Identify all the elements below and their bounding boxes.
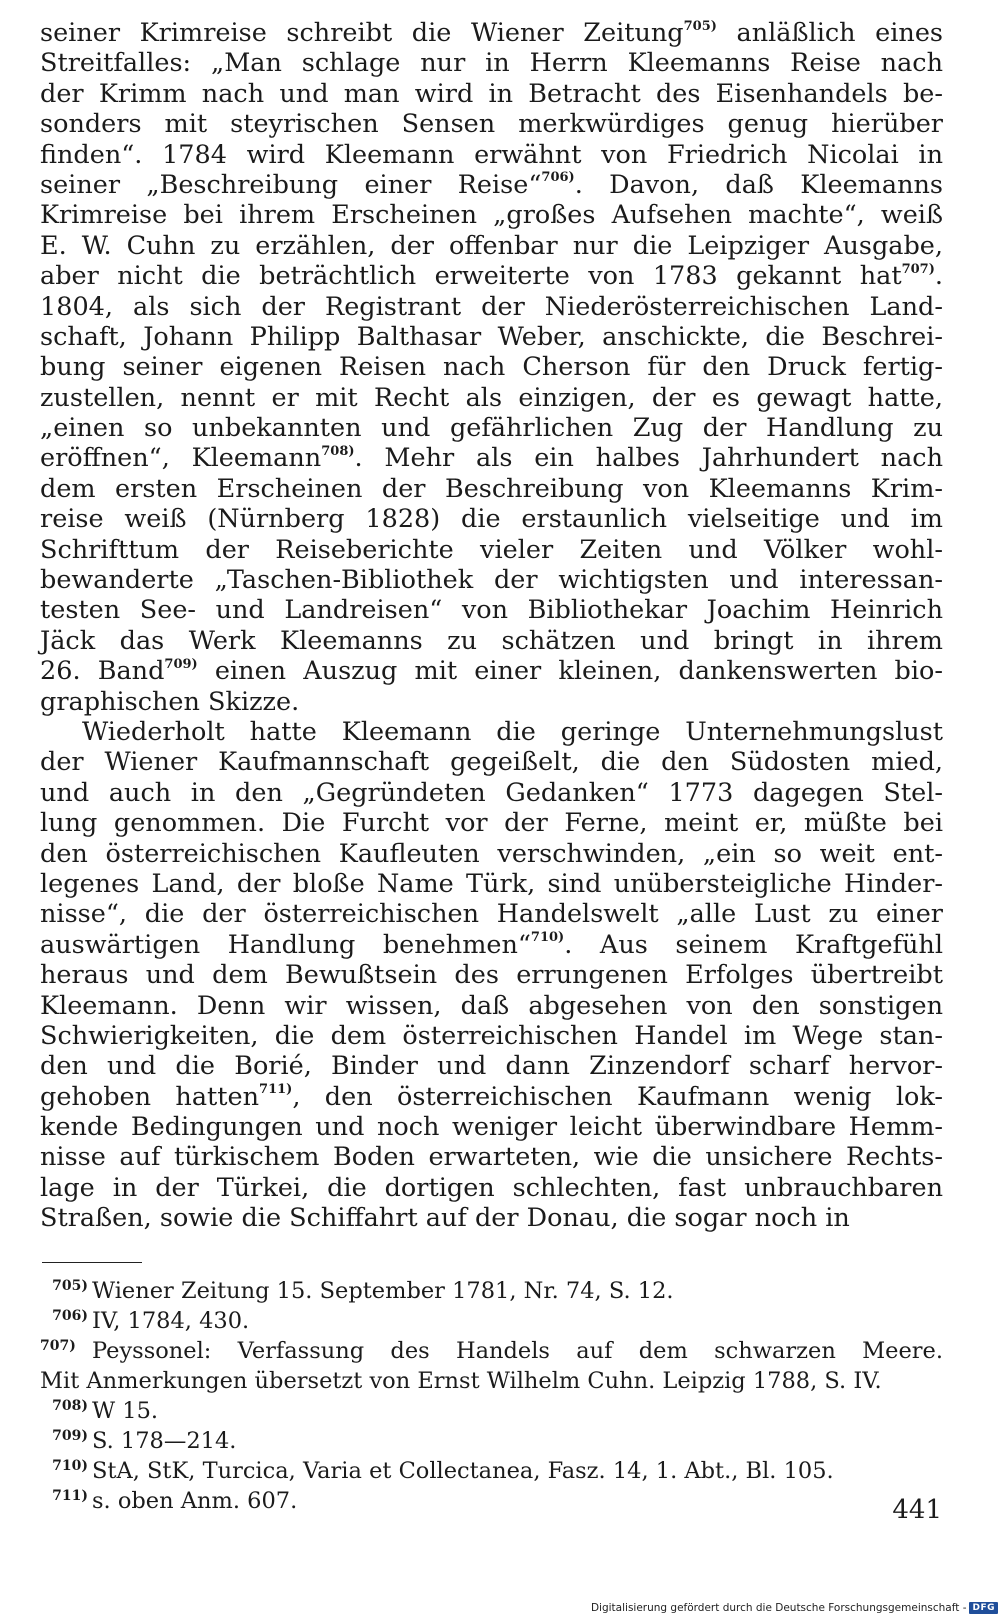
footnote-reference: 706)	[541, 170, 575, 186]
footnote-text: W 15.	[92, 1398, 159, 1424]
text-segment: legenes Land, der bloße Name Türk, sind unübersteigliche Hinder-	[40, 868, 943, 899]
text-segment: kende Bedingungen und noch weniger leicht überwindbare Hemm-	[40, 1112, 943, 1143]
credit-text: Digitalisierung gefördert durch die Deutsche Forschungsgemeinschaft -	[590, 1602, 967, 1614]
text-segment: nisse auf türkischem Boden erwarteten, wie die unsichere Rechts-	[40, 1142, 943, 1173]
text-segment: Kleemann. Denn wir wissen, daß abgesehen von den sonstigen	[40, 990, 943, 1021]
text-line	[40, 413, 943, 443]
text-segment: schaft, Johann Philipp Balthasar Weber, anschickte, die Beschrei-	[40, 321, 943, 352]
footnote-reference: 710)	[530, 930, 565, 946]
text-segment: bung seiner eigenen Reisen nach Cherson für den Druck fertig-	[40, 352, 943, 383]
text-line	[40, 48, 943, 78]
text-line	[40, 1082, 943, 1112]
text-line	[40, 474, 943, 504]
footnote: 705) Wiener Zeitung 15. September 1781, Nr. 74, S. 12.	[52, 1277, 674, 1304]
text-line	[40, 899, 943, 929]
text-segment: heraus und dem Bewußtsein des errungenen Erfolges übertreibt	[40, 960, 943, 991]
text-line	[40, 687, 943, 717]
footnote-reference: 711)	[259, 1082, 293, 1098]
text-line	[40, 535, 943, 565]
text-segment: lage in der Türkei, die dortigen schlechten, fast unbrauchbaren	[40, 1172, 943, 1203]
text-segment: anläßlich eines	[716, 18, 943, 48]
footnote-reference: 707)	[901, 261, 935, 277]
text-segment: . Davon, daß Kleemanns	[574, 169, 943, 200]
text-segment: der Krimm nach und man wird in Betracht des Eisenhandels be-	[40, 78, 943, 109]
text-segment: Jäck das Werk Kleemanns zu schätzen und bringt in ihrem	[40, 625, 943, 656]
text-segment: . Aus seinem Kraftgefühl	[564, 929, 943, 960]
text-segment: lung genommen. Die Furcht vor der Ferne, meint er, müßte bei	[40, 808, 943, 839]
text-line	[40, 747, 943, 777]
text-segment: Straßen, sowie die Schiffahrt auf der Donau, die sogar noch in	[40, 1203, 850, 1234]
footnote: 708) W 15.	[52, 1397, 159, 1424]
text-segment: , den österreichischen Kaufmann wenig lok-	[292, 1081, 943, 1112]
text-line	[40, 930, 943, 960]
page-number: 441	[892, 1495, 942, 1525]
text-line	[40, 170, 943, 200]
footnote-text: IV, 1784, 430.	[92, 1308, 250, 1334]
text-line	[40, 383, 943, 413]
footnote-text: StA, StK, Turcica, Varia et Collectanea, Fasz. 14, 1. Abt., Bl. 105.	[92, 1458, 834, 1484]
footnote-text: s. oben Anm. 607.	[92, 1488, 298, 1514]
text-line	[40, 869, 943, 899]
text-segment: E. W. Cuhn zu erzählen, der offenbar nur die Leipziger Ausgabe,	[40, 230, 943, 261]
footnote	[40, 1366, 943, 1396]
text-line	[40, 656, 943, 686]
text-segment: Schrifttum der Reiseberichte vieler Zeiten und Völker wohl-	[40, 534, 943, 565]
text-line	[40, 626, 943, 656]
text-line	[40, 322, 943, 352]
text-segment: seiner „Beschreibung einer Reise“	[40, 169, 542, 200]
text-line	[40, 1203, 943, 1233]
text-line	[40, 261, 943, 291]
text-segment: gehoben hatten	[40, 1081, 260, 1112]
text-segment: finden“. 1784 wird Kleemann erwähnt von Friedrich Nicolai in	[40, 139, 943, 170]
text-segment: Schwierigkeiten, die dem österreichischen Handel im Wege stan-	[40, 1020, 943, 1051]
footnote: 706) IV, 1784, 430.	[52, 1307, 250, 1334]
digitization-credit	[591, 1602, 998, 1614]
text-line	[40, 717, 943, 747]
footnote: 711) s. oben Anm. 607.	[52, 1487, 298, 1514]
text-line	[40, 991, 943, 1021]
text-segment: . Mehr als ein halbes Jahrhundert nach	[354, 443, 943, 474]
text-line	[40, 1021, 943, 1051]
text-line	[40, 778, 943, 808]
footnote-separator	[42, 1262, 142, 1263]
footnotes	[40, 1276, 943, 1516]
text-line	[40, 79, 943, 109]
text-segment: dem ersten Erscheinen der Beschreibung von Kleemanns Krim-	[40, 473, 943, 504]
text-segment: zustellen, nennt er mit Recht als einzigen, der es gewagt hatte,	[40, 382, 943, 413]
text-segment: 1804, als sich der Registrant der Niederösterreichischen Land-	[40, 291, 943, 322]
text-line	[40, 231, 943, 261]
text-line	[40, 595, 943, 625]
text-line	[40, 960, 943, 990]
text-segment: den und die Borié, Binder und dann Zinzendorf scharf hervor-	[40, 1051, 943, 1082]
text-segment: 26. Band	[40, 656, 165, 687]
text-line	[40, 1173, 943, 1203]
text-segment: eröffnen“, Kleemann	[40, 443, 322, 474]
text-segment: bewanderte „Taschen-Bibliothek der wichtigsten und interessan-	[40, 565, 943, 596]
text-segment: aber nicht die beträchtlich erweiterte von 1783 gekannt hat	[40, 261, 902, 292]
text-line	[40, 808, 943, 838]
footnote-text: Peyssonel: Verfassung des Handels auf dem schwarzen Meere.	[92, 1338, 943, 1364]
text-line	[40, 352, 943, 382]
text-line	[40, 1112, 943, 1142]
text-segment: auswärtigen Handlung benehmen“	[40, 929, 531, 960]
footnote-text: S. 178—214.	[92, 1428, 237, 1454]
text-line	[40, 1051, 943, 1081]
text-segment: der Wiener Kaufmannschaft gegeißelt, die den Südosten mied,	[40, 747, 943, 778]
text-segment: Krimreise bei ihrem Erscheinen „großes Aufsehen machte“, weiß	[40, 200, 943, 231]
text-segment: graphischen Skizze.	[40, 686, 300, 717]
footnote: 709) S. 178—214.	[52, 1427, 237, 1454]
text-segment: testen See- und Landreisen“ von Bibliothekar Joachim Heinrich	[40, 595, 943, 626]
footnote-text: Mit Anmerkungen übersetzt von Ernst Wilhelm Cuhn. Leipzig 1788, S. IV.	[40, 1368, 882, 1394]
text-segment: sonders mit steyrischen Sensen merkwürdiges genug hierüber	[40, 109, 943, 140]
footnote: 707) Peyssonel: Verfassung des Handels auf dem schwarzen Meere.	[40, 1337, 943, 1364]
text-line	[40, 18, 943, 48]
footnote-reference: 709)	[164, 656, 198, 672]
text-line	[40, 109, 943, 139]
dfg-logo: DFG	[969, 1602, 998, 1614]
text-line	[40, 565, 943, 595]
footnote-reference: 705)	[683, 18, 717, 34]
text-line	[40, 200, 943, 230]
text-line	[40, 839, 943, 869]
text-segment: den österreichischen Kaufleuten verschwinden, „ein so weit ent-	[40, 838, 943, 869]
footnote-text: Wiener Zeitung 15. September 1781, Nr. 74, S. 12.	[92, 1278, 674, 1304]
text-segment: einen Auszug mit einer kleinen, dankenswerten bio-	[197, 656, 943, 687]
text-segment: Streitfalles: „Man schlage nur in Herrn Kleemanns Reise nach	[40, 48, 943, 79]
text-segment: Wiederholt hatte Kleemann die geringe Unternehmungslust	[82, 716, 943, 747]
text-segment: „einen so unbekannten und gefährlichen Zug der Handlung zu	[40, 413, 943, 444]
text-segment: reise weiß (Nürnberg 1828) die erstaunlich vielseitige und im	[40, 504, 943, 535]
text-segment: seiner Krimreise schreibt die Wiener Zeitung	[40, 18, 684, 48]
text-line	[40, 504, 943, 534]
text-line	[40, 292, 943, 322]
body-text	[40, 18, 943, 1234]
footnote-reference: 708)	[321, 443, 355, 459]
footnote: 710) StA, StK, Turcica, Varia et Collectanea, Fasz. 14, 1. Abt., Bl. 105.	[52, 1457, 834, 1484]
text-segment: und auch in den „Gegründeten Gedanken“ 1773 dagegen Stel-	[40, 777, 943, 808]
text-segment: nisse“, die der österreichischen Handelswelt „alle Lust zu einer	[40, 899, 943, 930]
text-segment: .	[934, 261, 943, 292]
text-line	[40, 443, 943, 473]
text-line	[40, 1142, 943, 1172]
text-line	[40, 140, 943, 170]
